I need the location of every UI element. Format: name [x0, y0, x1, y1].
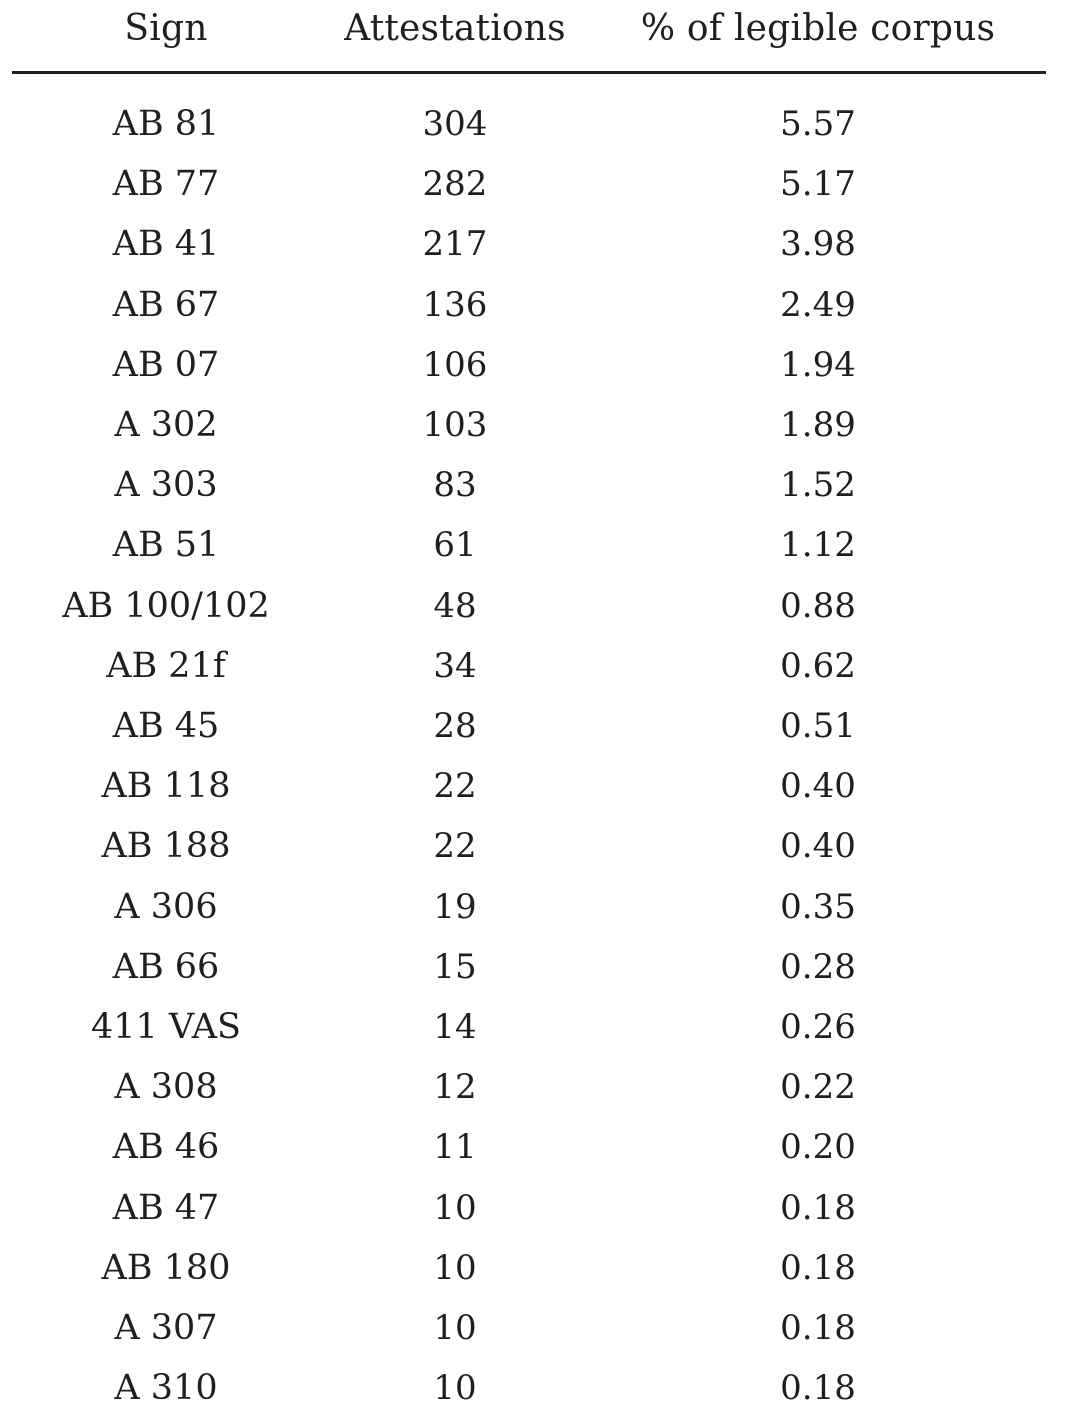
table-header: [12, 0, 1046, 74]
table-row: [12, 756, 1046, 816]
cell-percent: 0.62: [780, 645, 856, 686]
cell-sign: AB 81: [112, 104, 220, 144]
cell-attestations: 22: [433, 766, 477, 807]
cell-attestations: 34: [433, 645, 477, 686]
cell-sign: A 303: [114, 465, 218, 506]
cell-sign: AB 77: [112, 164, 220, 205]
cell-sign: AB 118: [101, 766, 231, 807]
cell-attestations: 106: [422, 344, 488, 385]
cell-attestations: 10: [433, 1308, 477, 1348]
cell-attestations: 48: [433, 585, 477, 626]
cell-sign: A 310: [114, 1368, 218, 1409]
table-row: [12, 1298, 1046, 1358]
table-row: [12, 1238, 1046, 1298]
table-row: [12, 1057, 1046, 1117]
cell-percent: 0.35: [780, 886, 856, 927]
cell-percent: 0.18: [780, 1187, 856, 1228]
cell-percent: 1.52: [780, 465, 856, 506]
header-attestations: Attestations: [344, 8, 566, 49]
cell-percent: 2.49: [780, 284, 856, 325]
table-row: [12, 455, 1046, 515]
table-row: [12, 395, 1046, 455]
cell-percent: 0.22: [780, 1067, 856, 1108]
cell-sign: AB 180: [101, 1247, 231, 1288]
cell-sign: AB 41: [112, 224, 220, 265]
cell-percent: 0.26: [780, 1007, 856, 1047]
table-row: [12, 515, 1046, 575]
cell-attestations: 10: [433, 1187, 477, 1228]
cell-sign: AB 67: [112, 284, 220, 325]
table-row: [12, 1358, 1046, 1418]
cell-sign: A 306: [114, 886, 218, 927]
header-percent: % of legible corpus: [640, 8, 996, 49]
cell-attestations: 282: [422, 164, 488, 205]
cell-percent: 0.18: [780, 1247, 856, 1288]
cell-attestations: 15: [433, 946, 477, 987]
cell-percent: 0.88: [780, 585, 856, 626]
cell-percent: 5.57: [780, 104, 856, 144]
cell-sign: AB 66: [112, 946, 220, 987]
cell-sign: AB 100/102: [62, 585, 270, 626]
cell-attestations: 61: [433, 525, 477, 566]
header-sign: Sign: [124, 8, 208, 49]
cell-sign: AB 07: [112, 344, 220, 385]
cell-percent: 0.40: [780, 826, 856, 867]
cell-sign: AB 46: [112, 1127, 220, 1168]
table-row: [12, 154, 1046, 214]
cell-percent: 0.20: [780, 1127, 856, 1168]
cell-attestations: 10: [433, 1247, 477, 1288]
table-body: [12, 74, 1046, 1409]
cell-attestations: 11: [433, 1127, 477, 1168]
table-row: [12, 1178, 1046, 1238]
table-row: [12, 816, 1046, 876]
cell-percent: 0.51: [780, 706, 856, 746]
table-row: [12, 997, 1046, 1057]
cell-percent: 0.28: [780, 946, 856, 987]
cell-percent: 3.98: [780, 224, 856, 265]
sign-frequency-table: [12, 0, 1046, 1409]
cell-sign: A 307: [114, 1308, 218, 1348]
cell-percent: 1.94: [780, 344, 856, 385]
table-row: [12, 275, 1046, 335]
cell-attestations: 217: [422, 224, 488, 265]
table-row: [12, 94, 1046, 154]
cell-sign: AB 45: [112, 706, 220, 746]
cell-sign: A 308: [114, 1067, 218, 1108]
cell-sign: AB 21f: [106, 645, 226, 686]
table-row: [12, 1117, 1046, 1177]
cell-sign: AB 188: [101, 826, 231, 867]
cell-sign: AB 51: [112, 525, 220, 566]
table-row: [12, 636, 1046, 696]
cell-sign: 411 VAS: [90, 1007, 242, 1047]
table-row: [12, 214, 1046, 274]
cell-attestations: 10: [433, 1368, 477, 1409]
cell-percent: 0.18: [780, 1368, 856, 1409]
cell-percent: 0.40: [780, 766, 856, 807]
cell-attestations: 83: [433, 465, 477, 506]
cell-attestations: 22: [433, 826, 477, 867]
cell-attestations: 14: [433, 1007, 477, 1047]
cell-attestations: 304: [422, 104, 488, 144]
table-row: [12, 335, 1046, 395]
table-row: [12, 696, 1046, 756]
cell-attestations: 19: [433, 886, 477, 927]
table-row: [12, 877, 1046, 937]
cell-sign: AB 47: [112, 1187, 220, 1228]
cell-percent: 1.89: [780, 405, 856, 445]
cell-attestations: 103: [422, 405, 488, 445]
cell-attestations: 28: [433, 706, 477, 746]
cell-percent: 1.12: [780, 525, 856, 566]
cell-percent: 5.17: [780, 164, 856, 205]
cell-attestations: 12: [433, 1067, 477, 1108]
cell-attestations: 136: [422, 284, 488, 325]
cell-percent: 0.18: [780, 1308, 856, 1348]
table-row: [12, 576, 1046, 636]
table-row: [12, 937, 1046, 997]
cell-sign: A 302: [114, 405, 218, 445]
